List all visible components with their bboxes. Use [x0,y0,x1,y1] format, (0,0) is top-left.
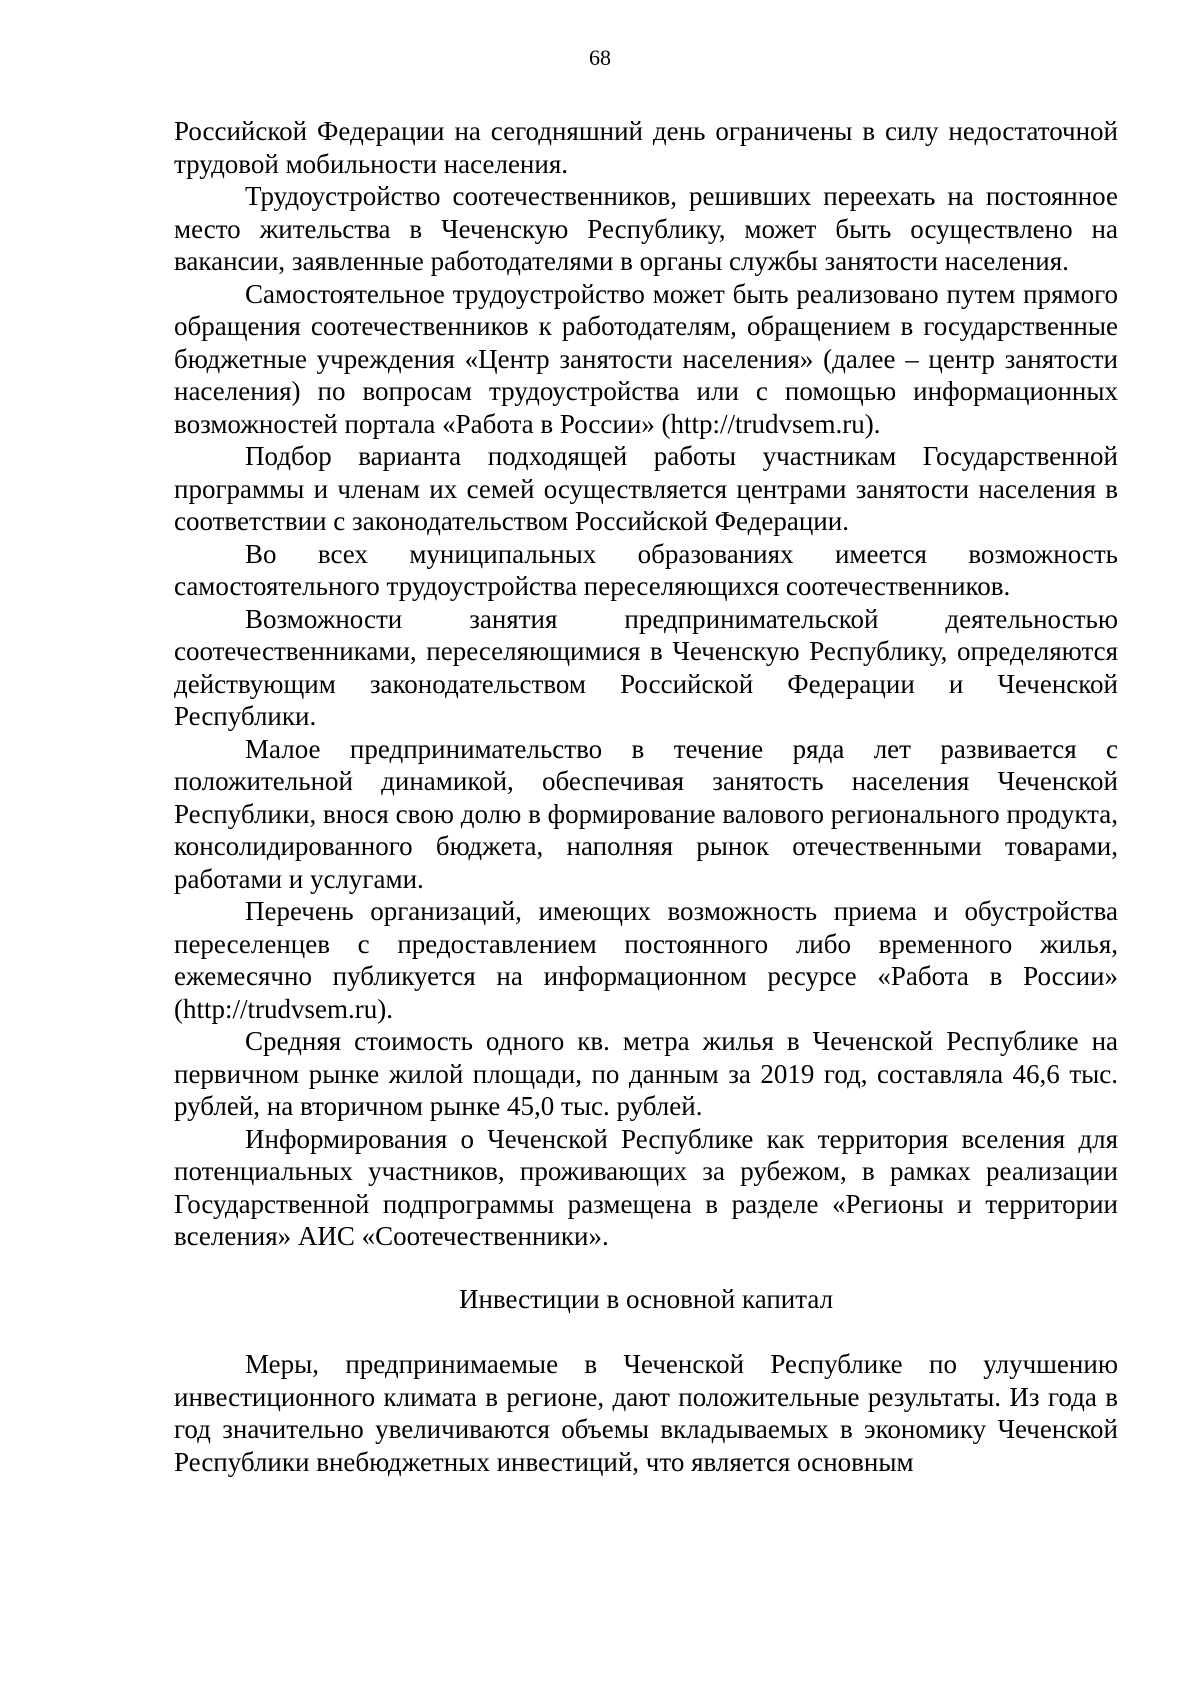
paragraph-small-business: Малое предпринимательство в течение ряда лет развивается с положительной динамикой, обеспечивая занятость населения Чеченской Республики, внося свою долю в формирование валового регионального продукта, консолидированного бюджета, наполняя рынок отечественными товарами, работами и услугами. [174,733,1118,894]
paragraph-information: Информирования о Чеченской Республике как территория вселения для потенциальных участников, проживающих за рубежом, в рамках реализации Государственной подпрограммы размещена в разделе «Регионы и территории вселения» АИС «Соотечественники». [174,1123,1118,1251]
paragraph-self-employment: Самостоятельное трудоустройство может быть реализовано путем прямого обращения соотечественников к работодателям, обращением в государственные бюджетные учреждения «Центр занятости населения» (далее – центр занятости населения) по вопросам трудоустройства или с помощью информационных возможностей портала «Работа в России» (http://trudvsem.ru). [174,278,1118,439]
body-text [174,115,1118,1478]
section-heading: Инвестиции в основной капитал [458,1283,834,1314]
paragraph-municipalities: Во всех муниципальных образованиях имеется возможность самостоятельного трудоустройства переселяющихся соотечественников. [174,538,1118,601]
paragraph-entrepreneurship: Возможности занятия предпринимательской деятельностью соотечественниками, переселяющимися в Чеченскую Республику, определяются действующим законодательством Российской Федерации и Чеченской Республики. [174,603,1118,731]
paragraph-continuation: Российской Федерации на сегодняшний день ограничены в силу недостаточной трудовой мобильности населения. [174,116,1118,179]
page-number: 68 [589,45,611,70]
paragraph-employment-vacancies: Трудоустройство соотечественников, решивших переехать на постоянное место жительства в Чеченскую Республику, может быть осуществлено на вакансии, заявленные работодателями в органы службы занятости населения. [174,181,1118,276]
paragraph-job-selection: Подбор варианта подходящей работы участникам Государственной программы и членам их семей осуществляется центрами занятости населения в соответствии с законодательством Российской Федерации. [174,441,1118,536]
paragraph-investment-measures: Меры, предпринимаемые в Чеченской Республике по улучшению инвестиционного климата в регионе, дают положительные результаты. Из года в год значительно увеличиваются объемы вкладываемых в экономику Чеченской Республики внебюджетных инвестиций, что является основным [174,1349,1118,1477]
paragraph-housing-cost: Средняя стоимость одного кв. метра жилья в Чеченской Республике на первичном рынке жилой площади, по данным за 2019 год, составляла 46,6 тыс. рублей, на вторичном рынке 45,0 тыс. рублей. [174,1026,1118,1121]
paragraph-organizations-list: Перечень организаций, имеющих возможность приема и обустройства переселенцев с предоставлением постоянного либо временного жилья, ежемесячно публикуется на информационном ресурсе «Работа в России» (http://trudvsem.ru). [174,896,1118,1024]
